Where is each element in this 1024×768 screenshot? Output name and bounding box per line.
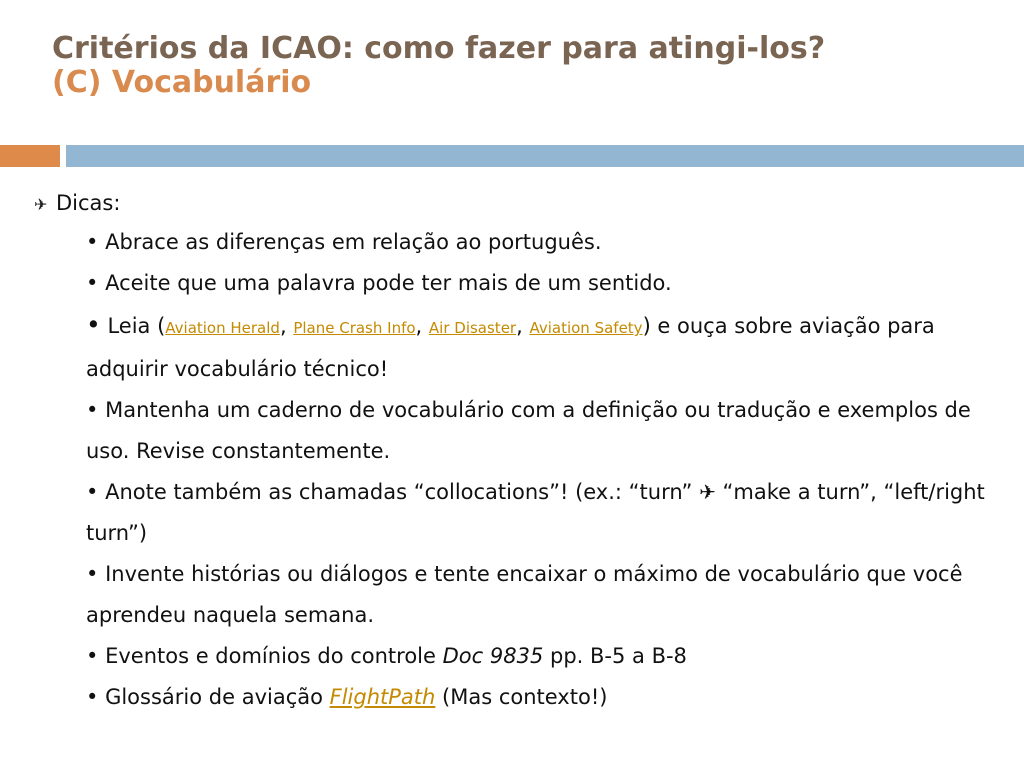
doc-reference: Doc 9835 (442, 644, 544, 668)
tip-text: Aceite que uma palavra pode ter mais de um sentido. (105, 271, 672, 295)
tip-item (86, 677, 994, 718)
link-separator: , (516, 314, 530, 338)
tip-item (86, 636, 994, 677)
bullet: • (86, 310, 101, 339)
tip-text: Abrace as diferenças em relação ao português. (105, 230, 602, 254)
tip-item (86, 390, 994, 472)
tip-text: Invente histórias ou diálogos e tente encaixar o máximo de vocabulário que você aprendeu naquela semana. (86, 562, 963, 627)
accent-bar-orange (0, 145, 60, 167)
link-flightpath[interactable]: FlightPath (329, 685, 436, 709)
glossario-after: (Mas contexto!) (435, 685, 608, 709)
airplane-icon: ✈ (34, 195, 48, 214)
tip-item (86, 222, 994, 263)
link-aviation-safety[interactable]: Aviation Safety (529, 319, 643, 337)
bullet: • (86, 480, 99, 504)
tip-item (86, 554, 994, 636)
eventos-after: pp. B-5 a B-8 (543, 644, 687, 668)
link-separator: , (415, 314, 429, 338)
leia-prefix: Leia ( (107, 314, 166, 338)
tip-text: Mantenha um caderno de vocabulário com a definição ou tradução e exemplos de uso. Revise constantemente. (86, 398, 971, 463)
title-line-1: Critérios da ICAO: como fazer para atingi-los? (52, 31, 826, 66)
tips-list (34, 222, 994, 718)
link-aviation-herald[interactable]: Aviation Herald (165, 319, 280, 337)
glossario-before: Glossário de aviação (105, 685, 330, 709)
tips-heading-row (34, 184, 994, 222)
accent-bar-blue (66, 145, 1024, 167)
eventos-before: Eventos e domínios do controle (105, 644, 443, 668)
bullet: • (86, 398, 99, 422)
bullet: • (86, 685, 99, 709)
bullet: • (86, 562, 99, 586)
slide-content (34, 184, 994, 718)
tip-item (86, 472, 994, 554)
airplane-icon: ✈ (699, 480, 716, 504)
bullet: • (86, 271, 99, 295)
collocations-after: “make a turn”, “left/right turn”) (86, 480, 985, 545)
leia-suffix: ) e ouça sobre aviação para adquirir vocabulário técnico! (86, 314, 935, 381)
title-line-2: (C) Vocabulário (52, 64, 312, 100)
tips-heading: Dicas: (56, 191, 121, 215)
tip-item (86, 263, 994, 304)
tip-item-leia (86, 304, 994, 390)
link-separator: , (279, 314, 294, 338)
slide-title (52, 32, 825, 99)
bullet: • (86, 644, 99, 668)
collocations-before: Anote também as chamadas “collocations”! (ex.: “turn” (105, 480, 700, 504)
link-air-disaster[interactable]: Air Disaster (428, 319, 517, 337)
bullet: • (86, 230, 99, 254)
link-plane-crash-info[interactable]: Plane Crash Info (293, 319, 416, 337)
